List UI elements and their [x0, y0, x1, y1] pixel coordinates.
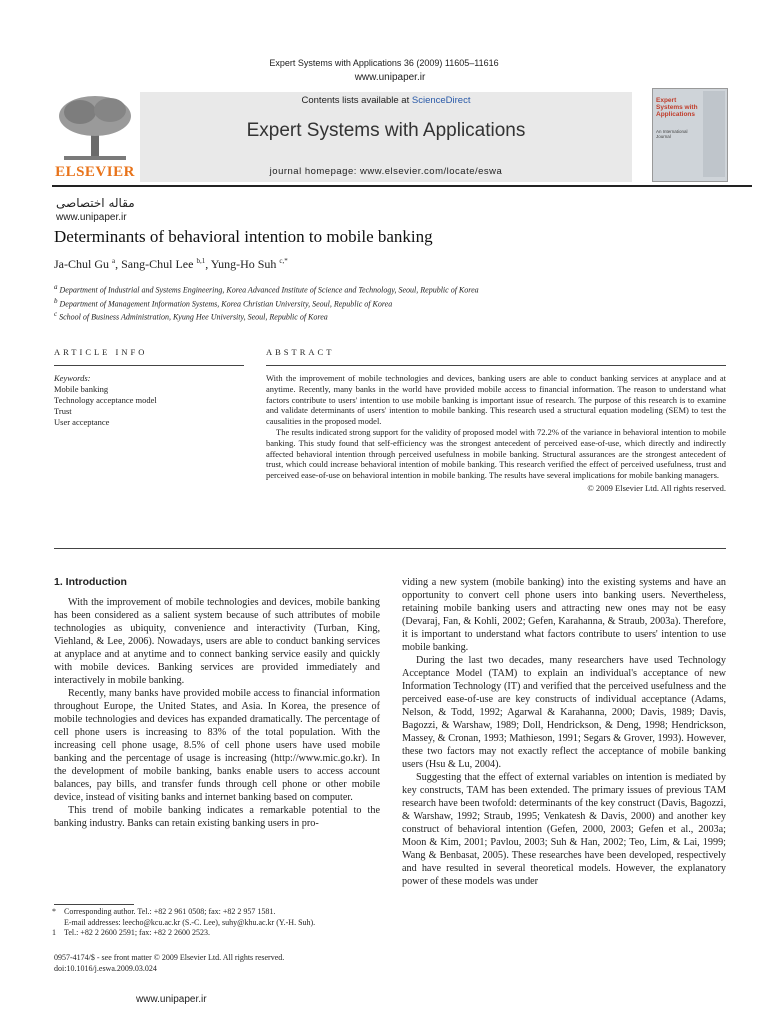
elsevier-wordmark: ELSEVIER [55, 164, 135, 180]
watermark-persian: مقاله اختصاصی [56, 196, 135, 210]
doi-line[interactable]: doi:10.1016/j.eswa.2009.03.024 [54, 963, 157, 973]
watermark-url-top[interactable]: www.unipaper.ir [354, 72, 426, 83]
author-list: Ja-Chul Gu $^a$, Sang-Chul Lee $^{b,1}$, Yung-Ho Suh $^{c,*}$ [54, 257, 288, 271]
keyword-item: User acceptance [54, 417, 110, 427]
article-info-label: ARTICLE INFO [54, 347, 148, 357]
body-paragraph: With the improvement of mobile technologies and devices, mobile banking has been considered as a salient system because of such attributes of mobile technologies as ubiquity, convenience and interactivity (Turban, King, Viehland, & Lee, 2006). Nowadays, users are able to conduct banking services at anyplace and at anytime and to connect banking service easily and quickly with mobile devices. Banking services are provided immediately and interactively in mobile banking. [54, 597, 380, 686]
body-paragraph: viding a new system (mobile banking) into the existing systems and have an opportunity to convert cell phone users into banking users. Nevertheless, retaining mobile banking users and attracting new ones may not be easy (Devaraj, Fan, & Kohli, 2002; Gefen, Karahanna, & Straub, 2003a). Therefore, it is important to understand what factors contribute to users' intention to use mobile banking. [402, 577, 726, 653]
affiliation-a: $^a$ Department of Industrial and Systems Engineering, Korea Advanced Institute of Science and Technology, Seoul, Republic of Korea [54, 283, 479, 295]
contents-prefix: Contents lists available at [301, 95, 412, 106]
keyword-item: Technology acceptance model [54, 395, 157, 405]
article-info-rule [54, 365, 244, 366]
journal-title: Expert Systems with Applications [246, 120, 526, 141]
issn-doi-block [54, 953, 284, 974]
author-name: Yung-Ho Suh [210, 257, 277, 271]
abstract-label: ABSTRACT [266, 347, 335, 357]
footnote-email: E-mail addresses: leecho@kcu.ac.kr (S.-C. Lee), suhy@khu.ac.kr (Y.-H. Suh). [64, 917, 316, 927]
author-sup: b,1 [196, 257, 206, 265]
affiliations [54, 282, 479, 323]
journal-homepage[interactable]: journal homepage: www.elsevier.com/locate/eswa [269, 166, 503, 177]
journal-cover-image [652, 88, 728, 182]
article-title: Determinants of behavioral intention to mobile banking [54, 227, 433, 246]
cover-icon-strip [703, 91, 725, 177]
cover-title: Expert Systems with Applications [656, 97, 698, 118]
body-paragraph: During the last two decades, many researchers have used Technology Acceptance Model (TAM) to explain an individual's acceptance of new Information Technology (IT) and verified that the perceived usefulness and the perceived ease-of-use are key constructs of individual acceptance (Adams, Nelson, & Todd, 1992; Agarwal & Karahanna, 2000; Davis, 1989; Davis, Bagozzi, & Warshaw, 1989; Doll, Hendrickson, & Deng, 1998; Hendrickson, Massey, & Cronan, 1993; Mathieson, 1991; Segars & Grover, 1993). However, these two factors may not exactly reflect the acceptance of mobile banking users (Hsu & Lu, 2004). [402, 655, 726, 770]
contents-line [140, 95, 632, 106]
affiliation-c: $^c$ School of Business Administration, Kyung Hee University, Seoul, Republic of Korea [54, 310, 328, 322]
author-sup: a [112, 257, 116, 265]
affiliation-b: $^b$ Department of Management Information Systems, Korea Christian University, Seoul, Republic of Korea [54, 296, 393, 309]
body-column-right [402, 576, 726, 888]
section-heading-introduction: 1. Introduction [54, 576, 127, 588]
author-sup: c,* [279, 257, 288, 265]
body-column-left [54, 588, 380, 830]
watermark-url-mid[interactable]: www.unipaper.ir [56, 212, 127, 223]
header-rule [52, 185, 752, 187]
keywords-label: Keywords: [54, 373, 91, 383]
abstract-paragraph: The results indicated strong support for the validity of proposed model with 72.2% of the variance in behavioral intention to mobile banking. This study found that self-efficiency was the strongest antecedent of perceived ease-of-use, which directly and indirectly affected behavioral intention through perceived usefulness in mobile banking. Structural assurances are the strongest antecedent of trust, which could increase behavioral intention of mobile banking. This research verified the effect of perceived usefulness, trust and perceived ease-of-use on behavioral intention in mobile banking. The results have several implications for mobile banking managers. [266, 426, 726, 481]
footnote-rule [54, 904, 134, 905]
abstract-rule [266, 365, 726, 366]
watermark-url-bottom[interactable]: www.unipaper.ir [136, 994, 207, 1005]
abstract-bottom-rule [54, 548, 726, 549]
footnotes [54, 907, 380, 939]
author-name: Sang-Chul Lee [121, 257, 194, 271]
abstract-copyright: © 2009 Elsevier Ltd. All rights reserved. [587, 482, 726, 493]
keywords-block [54, 373, 157, 428]
footnote-1: 1 Tel.: +82 2 2600 2591; fax: +82 2 2600 2523. [52, 928, 211, 937]
footnote-corresponding: * Corresponding author. Tel.: +82 2 961 0508; fax: +82 2 957 1581. [52, 907, 276, 916]
keyword-item: Mobile banking [54, 384, 109, 394]
keyword-item: Trust [54, 406, 72, 416]
abstract-text [266, 373, 726, 494]
author-name: Ja-Chul Gu [54, 257, 109, 271]
body-paragraph: Recently, many banks have provided mobile access to financial information throughout Europe, the United States, and Asia. In Korea, the presence of mobile technologies and devices has expanded dramatically. The percentage of cell phone users is increasing to 83% of the total population. With the increasing cell phone usage, 8.5% of cell phone users have used mobile banking and the percentage of usage is increasing (http://www.mic.go.kr). In the development of mobile banking, banks enable users to access account balances, pay bills, and transfer funds through cell phone or other mobile device, instead of visiting banks and internet banking based on computer. [54, 688, 380, 803]
cover-subtitle: An International Journal [656, 129, 688, 139]
abstract-paragraph: With the improvement of mobile technologies and devices, banking users are able to conduct banking services at anyplace and at anytime. Recently, many banks in the world have provided mobile access to financial information. The reason to understand what factors contribute to users' intention to use mobile banking is important issue of research. The purpose of this research is to examine and validate determinants of users' intention to mobile banking. This research used a structural equation modeling (SEM) to test the causalities in the proposed model. [266, 373, 726, 427]
body-paragraph: Suggesting that the effect of external variables on intention is mediated by key constructs, TAM has been extended. The primary issues of previous TAM research have been twofold: determinants of the key construct (Davis, Bagozzi, & Warshaw, 1992; Straub, 1995; Venkatesh & Davis, 2000) and another key construct of behavioral intention (Gefen, 2000, 2003; Gefen et al., 2003a; Moon & Kim, 2001; Pavlou, 2003; Suh & Han, 2002; Teo, Lim, & Lai, 1999; Wang & Benbasat, 2005). These researches have been developed, respectively and have resulted in several theoretical models. However, the explanatory power of these models was under [402, 772, 726, 887]
body-paragraph: This trend of mobile banking indicates a remarkable potential to the banking industry. Banks can retain existing banking users in pro- [54, 805, 380, 829]
citation-line: Expert Systems with Applications 36 (2009) 11605–11616 [269, 58, 499, 68]
sciencedirect-link[interactable]: ScienceDirect [411, 95, 471, 106]
elsevier-tree-logo [52, 92, 138, 172]
issn-line: 0957-4174/$ - see front matter © 2009 Elsevier Ltd. All rights reserved. [54, 953, 285, 962]
